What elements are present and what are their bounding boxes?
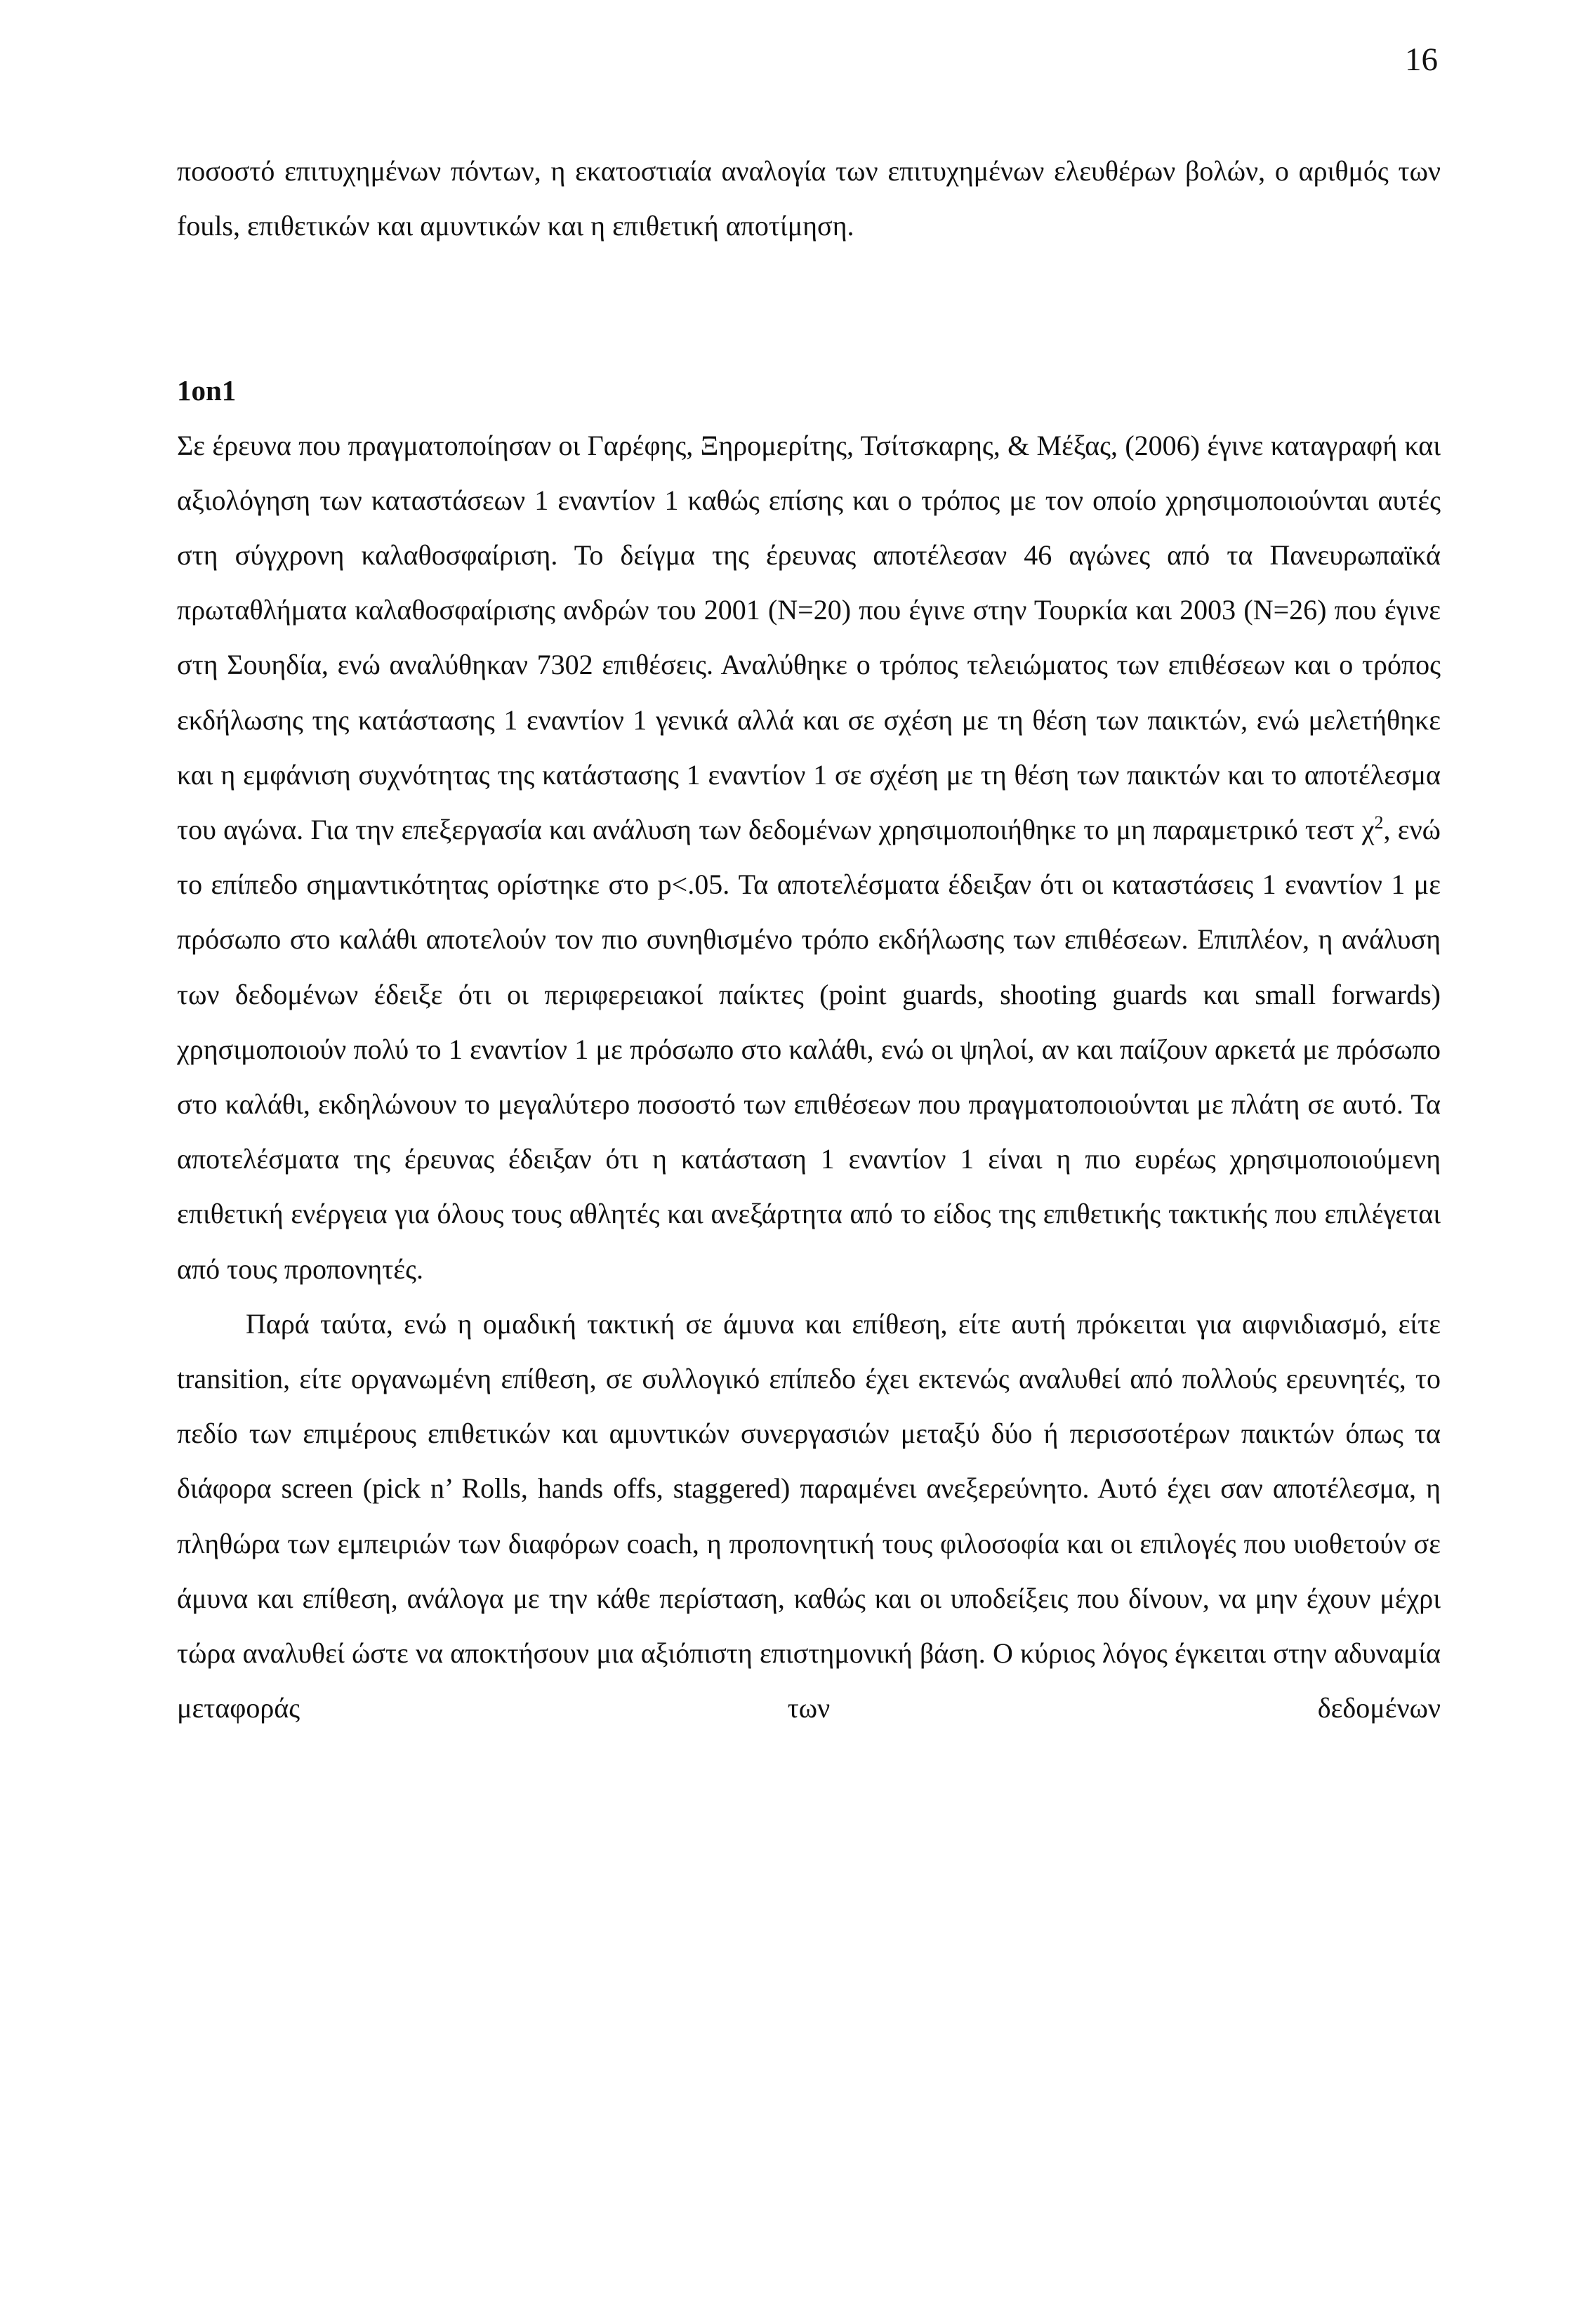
- body-paragraph-1-text-a: Σε έρευνα που πραγματοποίησαν οι Γαρέφης, Ξηρομερίτης, Τσίτσκαρης, & Μέξας, (2006) έγινε καταγραφή και αξιολόγηση των καταστάσεων 1 εναντίον 1 καθώς επίσης και ο τρόπος με τον οποίο χρησιμοποιούνται αυτές στη σύγχρονη καλαθοσφαίριση. Το δείγμα της έρευνας αποτέλεσαν 46 αγώνες από τα Πανευρωπαϊκά πρωταθλήματα καλαθοσφαίρισης ανδρών του 2001 (Ν=20) που έγινε στην Τουρκία και 2003 (Ν=26) που έγινε στη Σουηδία, ενώ αναλύθηκαν 7302 επιθέσεις. Αναλύθηκε ο τρόπος τελειώματος των επιθέσεων και ο τρόπος εκδήλωσης της κατάστασης 1 εναντίον 1 γενικά αλλά και σε σχέση με τη θέση των παικτών, ενώ μελετήθηκε και η εμφάνιση συχνότητας της κατάστασης 1 εναντίον 1 σε σχέση με τη θέση των παικτών και το αποτέλεσμα του αγώνα. Για την επεξεργασία και ανάλυση των δεδομένων χρησιμοποιήθηκε το μη παραμετρικό τεστ χ: [177, 429, 1441, 846]
- chi-square-superscript: 2: [1374, 812, 1384, 833]
- page-body: [177, 144, 1441, 1736]
- page-number: 16: [1405, 41, 1438, 78]
- body-paragraph-1: [177, 418, 1441, 1297]
- intro-paragraph: ποσοστό επιτυχημένων πόντων, η εκατοστιαία αναλογία των επιτυχημένων ελευθέρων βολών, ο αριθμός των fouls, επιθετικών και αμυντικών και η επιθετική αποτίμηση.: [177, 155, 1441, 242]
- section-gap: [177, 253, 1441, 363]
- body-paragraph-1-text-b: , ενώ το επίπεδο σημαντικότητας ορίστηκε στο p<.05. Τα αποτελέσματα έδειξαν ότι οι καταστάσεις 1 εναντίον 1 με πρόσωπο στο καλάθι αποτελούν τον πιο συνηθισμένο τρόπο εκδήλωσης των επιθέσεων. Επιπλέον, η ανάλυση των δεδομένων έδειξε ότι οι περιφερειακοί παίκτες (point guards, shooting guards και small forwards) χρησιμοποιούν πολύ το 1 εναντίον 1 με πρόσωπο στο καλάθι, ενώ οι ψηλοί, αν και παίζουν αρκετά με πρόσωπο στο καλάθι, εκδηλώνουν το μεγαλύτερο ποσοστό των επιθέσεων που πραγματοποιούνται με πλάτη σε αυτό. Τα αποτελέσματα της έρευνας έδειξαν ότι η κατάσταση 1 εναντίον 1 είναι η πιο ευρέως χρησιμοποιούμενη επιθετική ενέργεια για όλους τους αθλητές και ανεξάρτητα από το είδος της επιθετικής τακτικής που επιλέγεται από τους προπονητές.: [177, 814, 1441, 1285]
- body-paragraph-2: Παρά ταύτα, ενώ η ομαδική τακτική σε άμυνα και επίθεση, είτε αυτή πρόκειται για αιφνιδιασμό, είτε transition, είτε οργανωμένη επίθεση, σε συλλογικό επίπεδο έχει εκτενώς αναλυθεί από πολλούς ερευνητές, το πεδίο των επιμέρους επιθετικών και αμυντικών συνεργασιών μεταξύ δύο ή περισσοτέρων παικτών όπως τα διάφορα screen (pick n’ Rolls, hands offs, staggered) παραμένει ανεξερεύνητο. Αυτό έχει σαν αποτέλεσμα, η πληθώρα των εμπειριών των διαφόρων coach, η προπονητική τους φιλοσοφία και οι επιλογές που υιοθετούν σε άμυνα και επίθεση, ανάλογα με την κάθε περίσταση, καθώς και οι υποδείξεις που δίνουν, να μην έχουν μέχρι τώρα αναλυθεί ώστε να αποκτήσουν μια αξιόπιστη επιστημονική βάση. Ο κύριος λόγος έγκειται στην αδυναμία μεταφοράς των δεδομένων: [177, 1307, 1441, 1724]
- section-heading: 1on1: [177, 374, 237, 407]
